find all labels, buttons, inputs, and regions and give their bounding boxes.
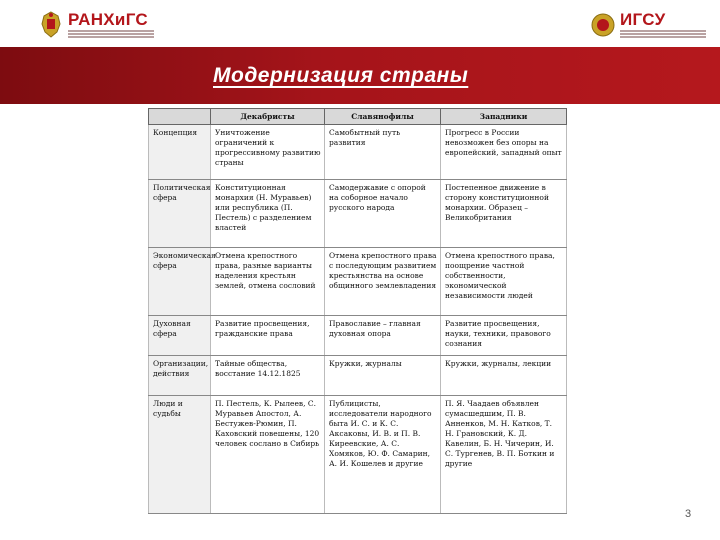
table-cell: Развитие просвещения, науки, техники, правового сознания (441, 316, 567, 356)
table-cell: Прогресс в России невозможен без опоры на европейский, западный опыт (441, 125, 567, 180)
table-cell: Отмена крепостного права, поощрение частной собственности, экономической независимости людей (441, 248, 567, 316)
ranepa-logo (38, 10, 154, 40)
igsu-logo-subtitle (620, 30, 706, 40)
table-cell: Отмена крепостного права с последующим развитием крестьянства на основе общинного землевладения (325, 248, 441, 316)
slide-title: Модернизация страны (213, 64, 469, 87)
table-row (149, 180, 567, 248)
table-cell: Самодержавие с опорой на соборное начало русского народа (325, 180, 441, 248)
table-row (149, 125, 567, 180)
table-row (149, 356, 567, 396)
table-row (149, 316, 567, 356)
row-label: Политическая сфера (149, 180, 211, 248)
table-cell: Конституционная монархия (Н. Муравьев) или республика (П. Пестель) с разделением властей (211, 180, 325, 248)
table-cell: Кружки, журналы, лекции (441, 356, 567, 396)
igsu-emblem-icon (590, 10, 616, 40)
row-label: Организации, действия (149, 356, 211, 396)
column-header: Западники (441, 109, 567, 125)
table-cell: Постепенное движение в сторону конституционной монархии. Образец – Великобритания (441, 180, 567, 248)
row-label: Духовная сфера (149, 316, 211, 356)
table-cell: Уничтожение ограничений к прогрессивному развитию страны (211, 125, 325, 180)
igsu-logo-name: ИГСУ (620, 9, 666, 29)
table-cell: Отмена крепостного права, разные варианты наделения крестьян землей, отмена сословий (211, 248, 325, 316)
table-cell: Тайные общества, восстание 14.12.1825 (211, 356, 325, 396)
table-cell: П. Я. Чаадаев объявлен сумасшедшим, П. В. Анненков, М. Н. Катков, Т. Н. Грановский, К. Д. Кавелин, Б. Н. Чичерин, И. С. Тургенев, В. П. Боткин и другие (441, 396, 567, 514)
ranepa-logo-subtitle (68, 30, 154, 40)
table-row (149, 248, 567, 316)
table-cell: П. Пестель, К. Рылеев, С. Муравьев Апостол, А. Бестужев-Рюмин, П. Каховский повешены, 120 человек сослано в Сибирь (211, 396, 325, 514)
column-header: Славянофилы (325, 109, 441, 125)
ranepa-logo-name: РАНХиГС (68, 9, 148, 29)
comparison-table (148, 108, 567, 514)
column-header (149, 109, 211, 125)
table-row (149, 396, 567, 514)
table-cell: Развитие просвещения, гражданские права (211, 316, 325, 356)
table-cell: Православие – главная духовная опора (325, 316, 441, 356)
igsu-logo (590, 10, 706, 40)
table-header-row (149, 109, 567, 125)
row-label: Концепция (149, 125, 211, 180)
row-label: Люди и судьбы (149, 396, 211, 514)
column-header: Декабристы (211, 109, 325, 125)
table-cell: Кружки, журналы (325, 356, 441, 396)
table-cell: Публицисты, исследователи народного быта И. С. и К. С. Аксаковы, И. В. и П. В. Киреевские, А. С. Хомяков, Ю. Ф. Самарин, А. И. Кошелев и другие (325, 396, 441, 514)
slide-number: 3 (685, 508, 692, 520)
row-label: Экономическая сфера (149, 248, 211, 316)
ranepa-emblem-icon (38, 10, 64, 40)
table-cell: Самобытный путь развития (325, 125, 441, 180)
